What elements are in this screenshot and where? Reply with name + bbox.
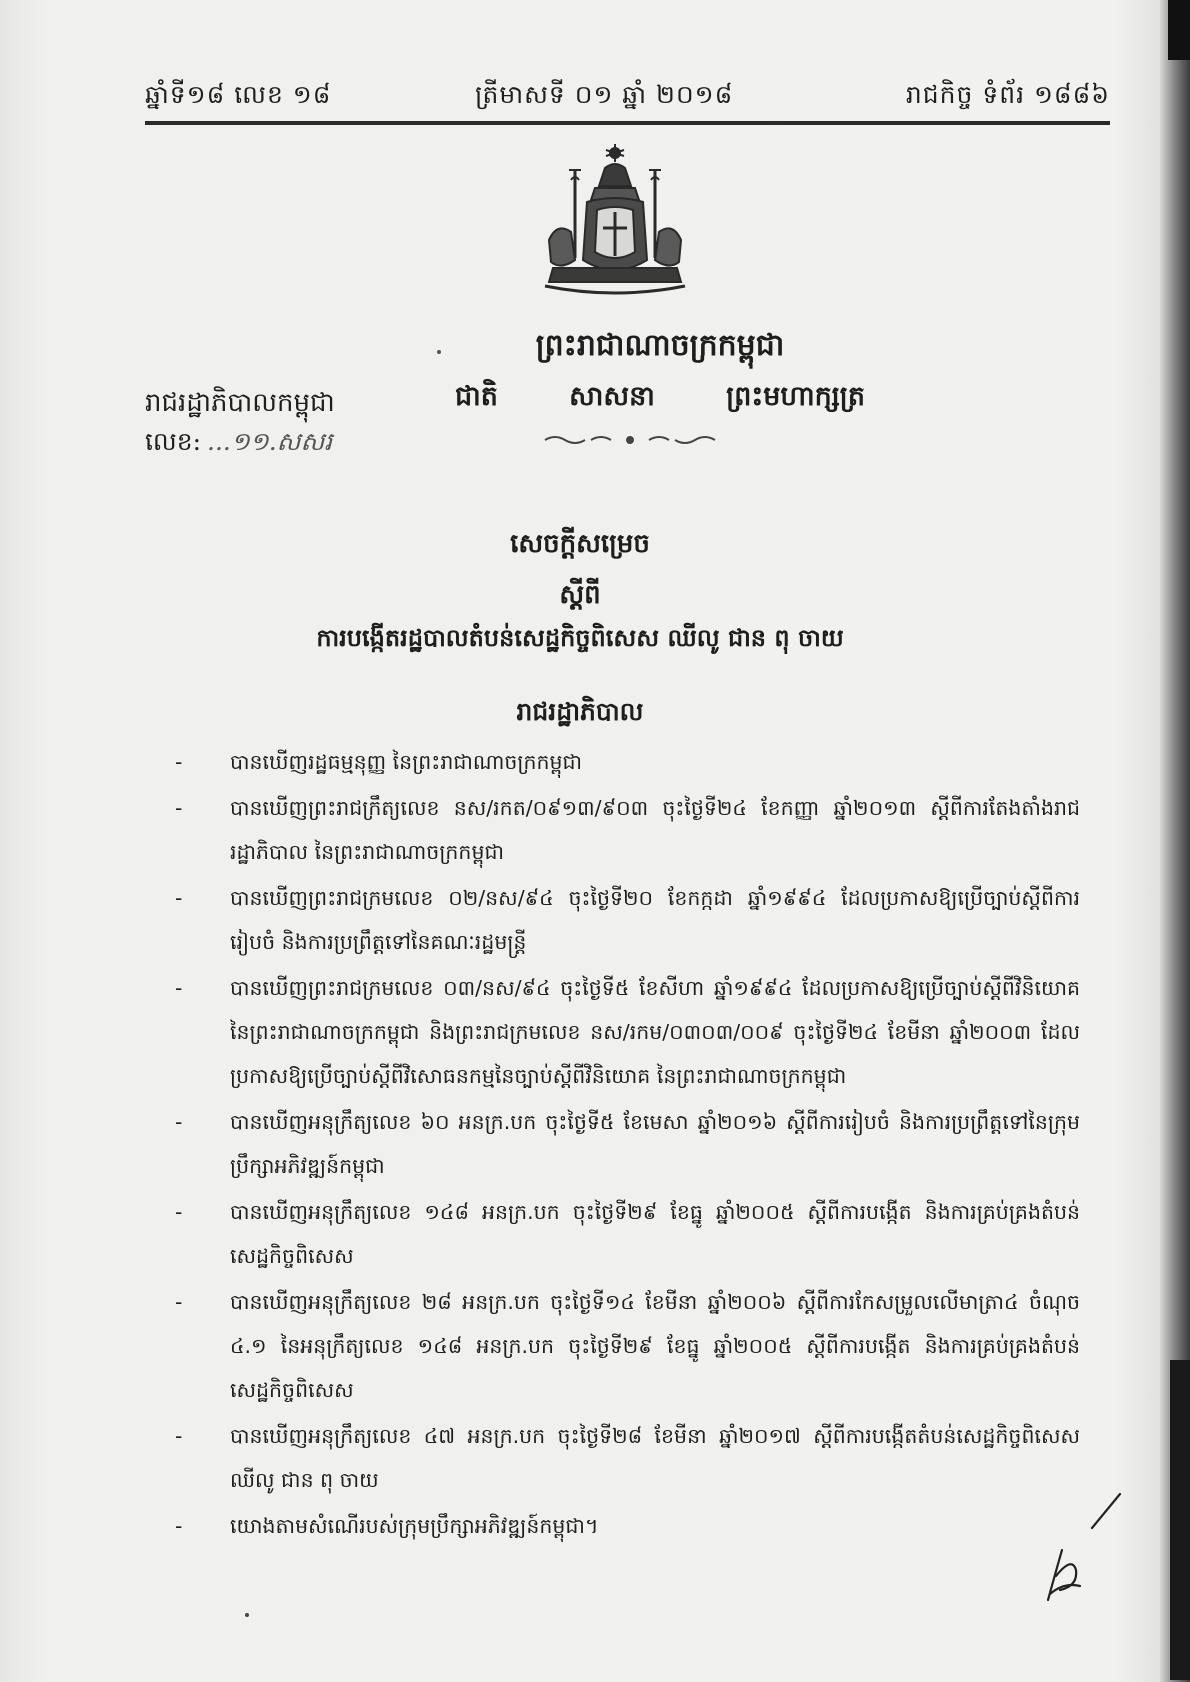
decision-subject: ការបង្កើតរដ្ឋបាលតំបន់សេដ្ឋកិច្ចពិសេស ឈីលូ ជាន ពុ ចាយ (316, 623, 844, 652)
document-number-label: លេខ: (145, 427, 202, 456)
document-number-value: ...១១.សសរ (207, 427, 333, 456)
clause-item: - បានឃើញព្រះរាជក្រមលេខ ០២/នស/៩៤ ចុះថ្ងៃទី២០ ខែកក្កដា ឆ្នាំ១៩៩៤ ដែលប្រកាសឱ្យប្រើច្បាប់ស្តីពីការរៀបចំ និងការប្រព្រឹត្តទៅនៃគណៈរដ្ឋមន្ត្រី (175, 876, 1080, 964)
royal-emblem-icon (535, 140, 695, 305)
header-rule (145, 121, 1110, 125)
national-motto (455, 380, 865, 419)
decision-title: សេចក្តីសម្រេច (510, 529, 650, 559)
clause-item: - បានឃើញអនុក្រឹត្យលេខ ២៨ អនក្រ.បក ចុះថ្ងៃទី១៤ ខែមីនា ឆ្នាំ២០០៦ ស្តីពីការកែសម្រួលលើមាត្រា៤ ចំណុច ៤.១ នៃអនុក្រឹត្យលេខ ១៤៨ អនក្រ.បក ចុះថ្ងៃទី២៩ ខែធ្នូ ឆ្នាំ២០០៥ ស្តីពីការបង្កើត និងការគ្រប់គ្រងតំបន់សេដ្ឋកិច្ចពិសេស (175, 1280, 1080, 1412)
clause-item: - បានឃើញអនុក្រឹត្យលេខ ៤៧ អនក្រ.បក ចុះថ្ងៃទី២៨ ខែមីនា ឆ្នាំ២០១៧ ស្តីពីការបង្កើតតំបន់សេដ្ឋកិច្ចពិសេស ឈីលូ ជាន ពុ ចាយ (175, 1414, 1080, 1502)
preamble-clauses (175, 740, 1080, 1550)
kingdom-name: ព្រះរាជាណាចក្រកម្ពុជា (535, 328, 785, 363)
clause-item: - បានឃើញព្រះរាជក្រមលេខ ០៣/នស/៩៤ ចុះថ្ងៃទី៥ ខែសីហា ឆ្នាំ១៩៩៤ ដែលប្រកាសឱ្យប្រើច្បាប់ស្តីពីវិនិយោគនៃព្រះរាជាណាចក្រកម្ពុជា និងព្រះរាជក្រមលេខ នស/រកម/០៣០៣/០០៩ ចុះថ្ងៃទី២៤ ខែមីនា ឆ្នាំ២០០៣ ដែលប្រកាសឱ្យប្រើច្បាប់ស្តីពីវិសោធនកម្មនៃច្បាប់ស្តីពីវិនិយោគ នៃព្រះរាជាណាចក្រកម្ពុជា (175, 966, 1080, 1098)
document-number (145, 427, 332, 463)
clause-item: - បានឃើញអនុក្រឹត្យលេខ ៦០ អនក្រ.បក ចុះថ្ងៃទី៥ ខែមេសា ឆ្នាំ២០១៦ ស្តីពីការរៀបចំ និងការប្រព្រឹត្តទៅនៃក្រុមប្រឹក្សាអភិវឌ្ឍន៍កម្ពុជា (175, 1100, 1080, 1188)
gazette-issue: ឆ្នាំទី១៨ លេខ ១៨ (145, 80, 332, 109)
clause-item: - យោងតាមសំណើរបស់ក្រុមប្រឹក្សាអភិវឌ្ឍន៍កម្ពុជា។ (175, 1504, 1080, 1548)
issuing-government: រាជរដ្ឋាភិបាលកម្ពុជា (145, 388, 335, 418)
clause-item: - បានឃើញព្រះរាជក្រឹត្យលេខ នស/រកត/០៩១៣/៩០៣ ចុះថ្ងៃទី២៤ ខែកញ្ញា ឆ្នាំ២០១៣ ស្តីពីការតែងតាំងរាជរដ្ឋាភិបាល នៃព្រះរាជាណាចក្រកម្ពុជា (175, 786, 1080, 874)
clause-item: - បានឃើញអនុក្រឹត្យលេខ ១៤៨ អនក្រ.បក ចុះថ្ងៃទី២៩ ខែធ្នូ ឆ្នាំ២០០៥ ស្តីពីការបង្កើត និងការគ្រប់គ្រងតំបន់សេដ្ឋកិច្ចពិសេស (175, 1190, 1080, 1278)
scan-edge-shadow (1160, 0, 1190, 1682)
gazette-page: រាជកិច្ច ទំព័រ ១៨៨៦ (905, 80, 1110, 109)
scan-speck (245, 1613, 249, 1617)
government-heading: រាជរដ្ឋាភិបាល (516, 697, 644, 726)
ornament-divider-icon (535, 432, 725, 448)
scan-speck (437, 350, 441, 354)
motto-king: ព្រះមហាក្សត្រ (726, 381, 865, 412)
decision-subject-label: ស្តីពី (559, 580, 601, 610)
motto-nation: ជាតិ (455, 381, 498, 412)
gazette-quarter: ត្រីមាសទី ០១ ឆ្នាំ ២០១៨ (475, 80, 734, 109)
signature-initial-icon (1020, 1490, 1130, 1610)
motto-religion: សាសនា (569, 381, 655, 412)
gazette-header (145, 80, 1110, 114)
clause-item: - បានឃើញរដ្ឋធម្មនុញ្ញ នៃព្រះរាជាណាចក្រកម្ពុជា (175, 740, 1080, 784)
